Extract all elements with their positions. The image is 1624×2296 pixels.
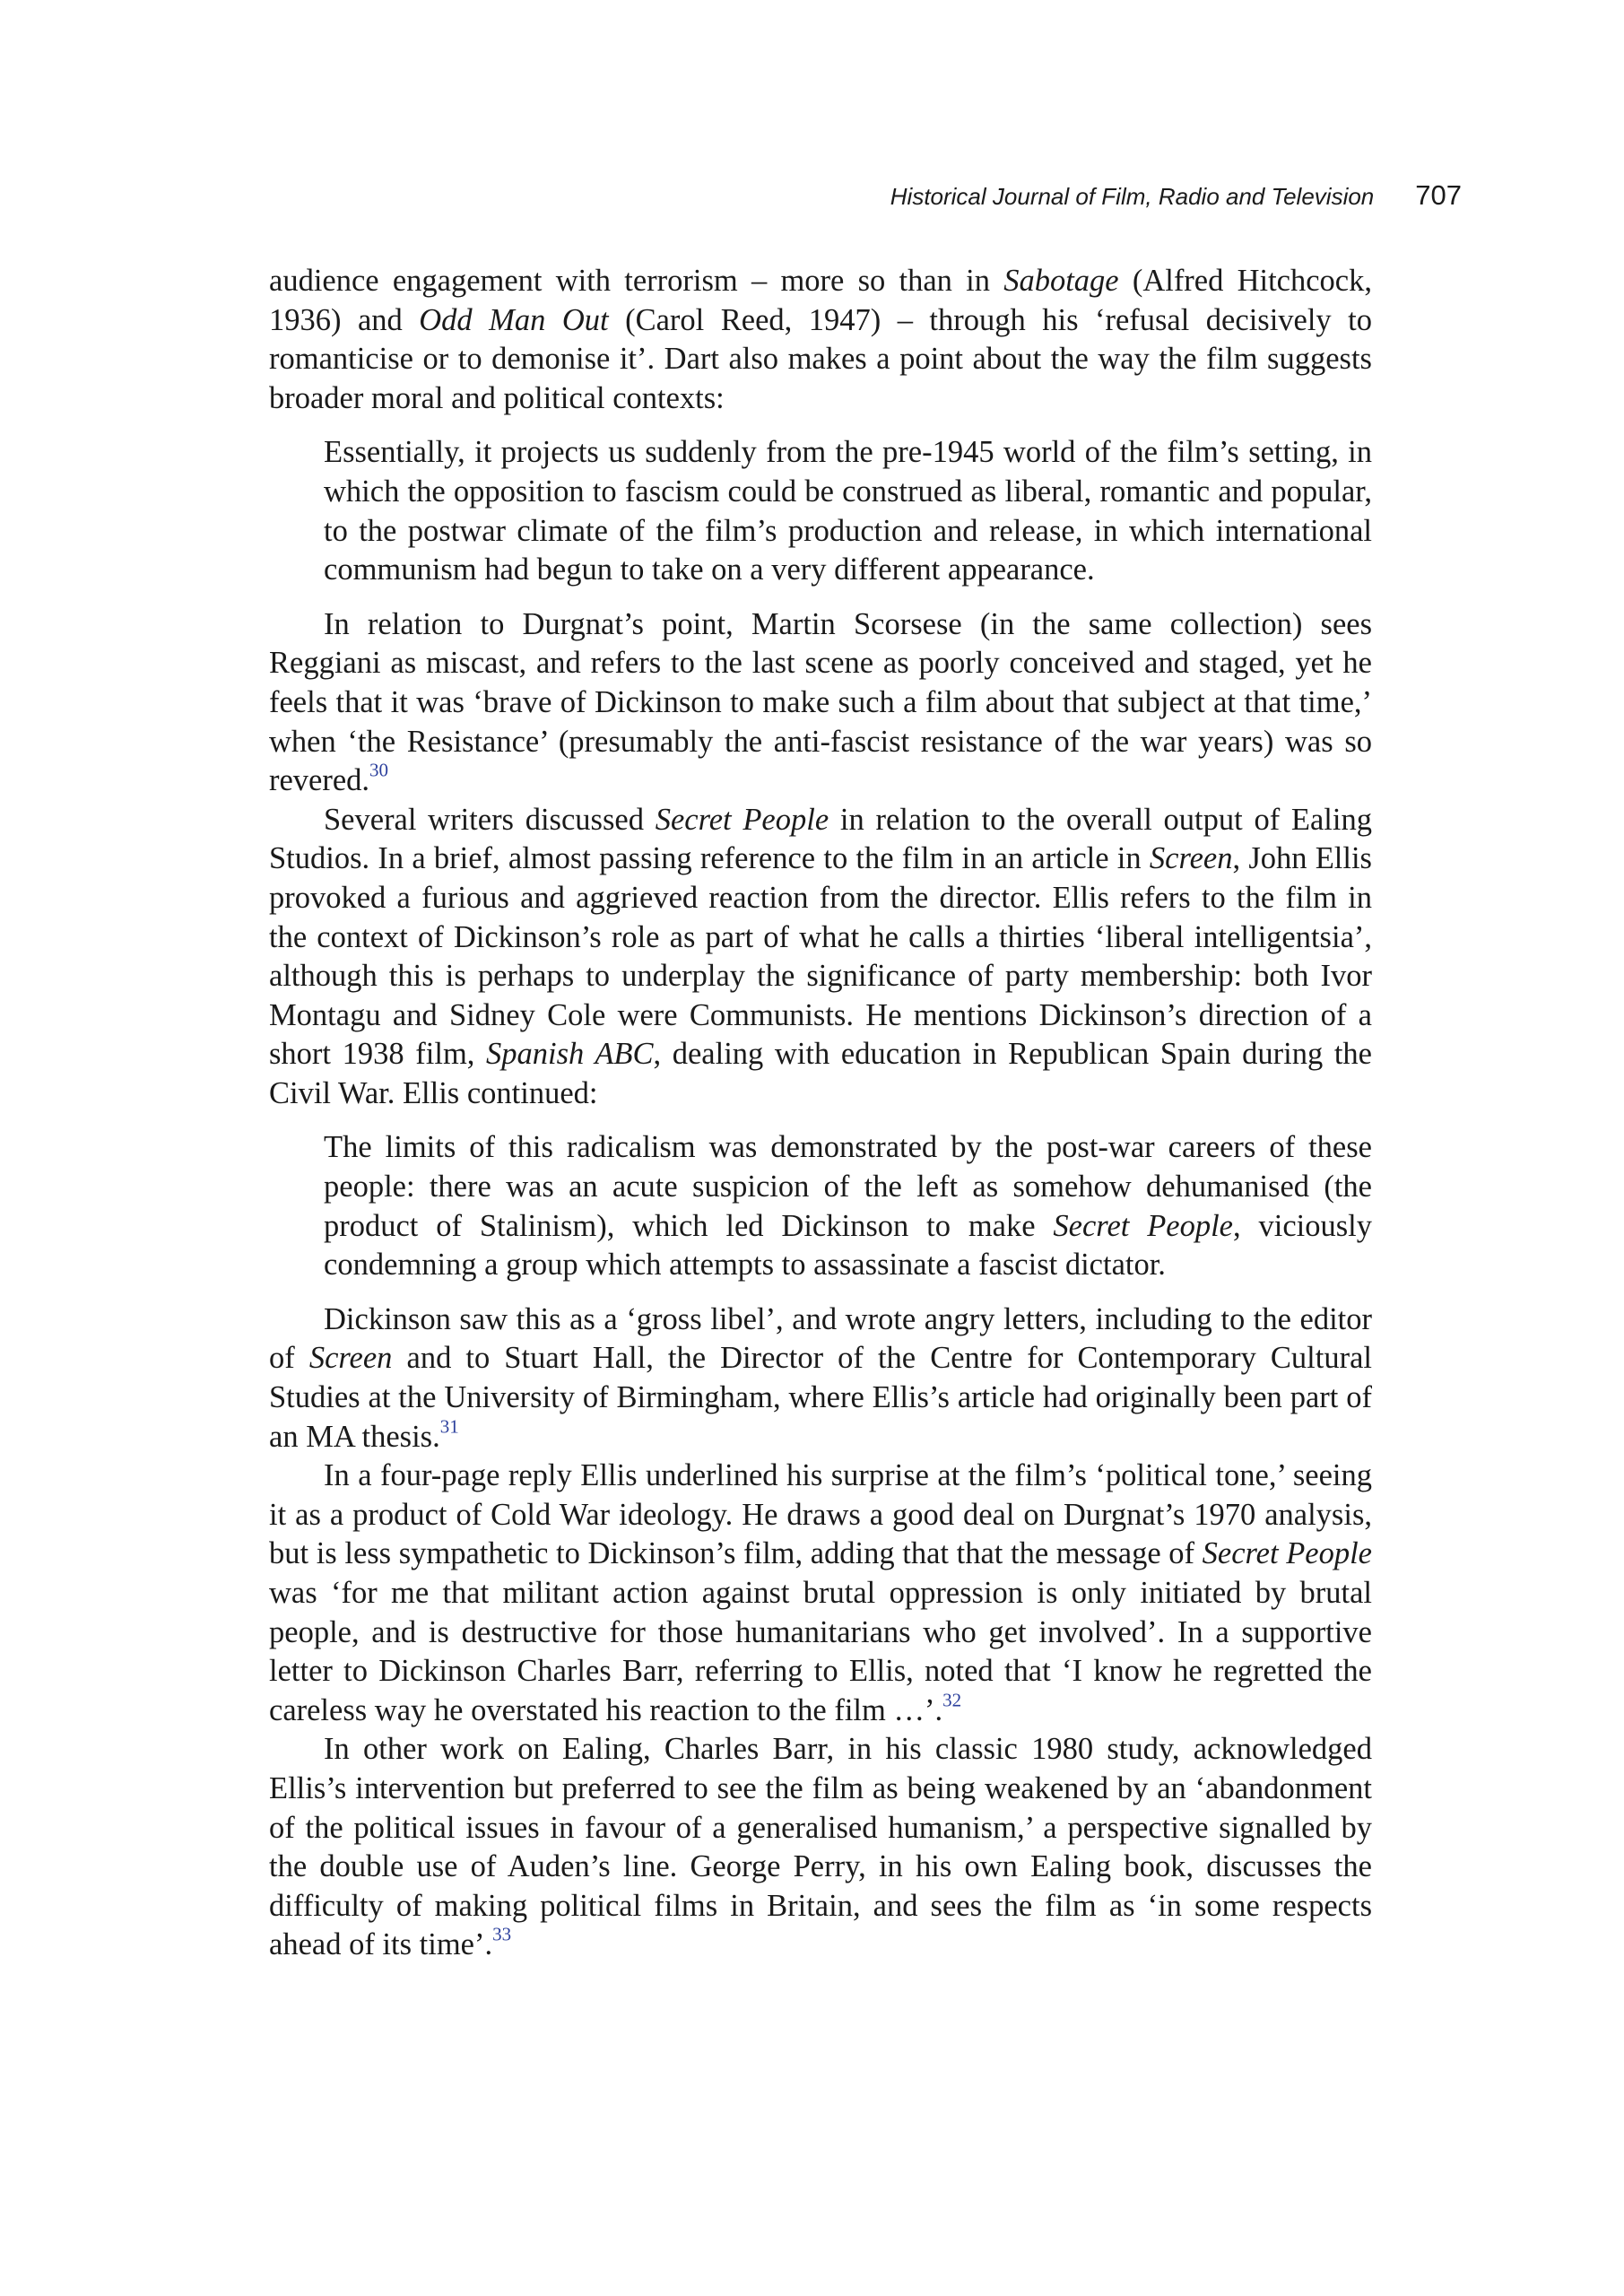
block-quote: Essentially, it projects us suddenly from the pre-1945 world of the film’s setting, in which the opposition to fascism could be construed as liberal, romantic and popular, to the postwar climate of the film’s production and release, in which international communism had begun to take on a very different appearance. bbox=[324, 435, 1372, 587]
paragraph: Several writers discussed Secret People in relation to the overall output of Ealing Studios. In a brief, almost passing reference to the film in an article in Screen, John Ellis provoked a furious and aggrieved reaction from the director. Ellis refers to the film in the context of Dickinson’s role as part of what he calls a thirties ‘liberal intelligentsia’, although this is perhaps to underplay the significance of party membership: both Ivor Montagu and Sidney Cole were Communists. He mentions Dickinson’s direction of a short 1938 film, Spanish ABC, dealing with education in Republican Spain during the Civil War. Ellis continued: bbox=[269, 802, 1372, 1110]
journal-name: Screen bbox=[1149, 841, 1233, 876]
film-title: Odd Man Out bbox=[419, 302, 609, 337]
film-title: Secret People bbox=[1053, 1208, 1233, 1243]
footnote-ref-31[interactable]: 31 bbox=[439, 1414, 459, 1437]
journal-name: Screen bbox=[308, 1341, 393, 1376]
footnote-ref-32[interactable]: 32 bbox=[942, 1689, 962, 1711]
paragraph: Dickinson saw this as a ‘gross libel’, and wrote angry letters, including to the editor of Screen and to Stuart Hall, the Director of the Centre for Contemporary Cultural Studies at the University of Birmingham, where Ellis’s article had originally been part of an MA thesis.$^{31}$ bbox=[269, 1301, 1372, 1454]
footnote-ref-33[interactable]: 33 bbox=[492, 1923, 512, 1945]
paragraph: In other work on Ealing, Charles Barr, in his classic 1980 study, acknowledged Ellis’s intervention but preferred to see the film as being weakened by an ‘abandonment of the political issues in favour of a generalised humanism,’ a perspective signalled by the double use of Auden’s line. George Perry, in his own Ealing book, discusses the difficulty of making political films in Britain, and sees the film as ‘in some respects ahead of its time’.$^{33}$ bbox=[269, 1732, 1372, 1962]
footnote-ref-30[interactable]: 30 bbox=[369, 759, 389, 781]
film-title: Secret People bbox=[1202, 1536, 1372, 1571]
paragraph: audience engagement with terrorism – more so than in Sabotage (Alfred Hitchcock, 1936) and Odd Man Out (Carol Reed, 1947) – through his ‘refusal decisively to romanticise or to demonise it’. Dart also makes a point about the way the film suggests broader moral and political contexts: bbox=[269, 264, 1372, 415]
film-title: Spanish ABC bbox=[486, 1037, 654, 1072]
block-quote: The limits of this radicalism was demonstrated by the post-war careers of these people: there was an acute suspicion of the left as somehow dehumanised (the product of Stalinism), which led Dickinson to make Secret People, viciously condemning a group which attempts to assassinate a fascist dictator. bbox=[324, 1130, 1372, 1283]
article-body bbox=[269, 262, 1372, 1965]
journal-title: Historical Journal of Film, Radio and Television bbox=[890, 183, 1375, 210]
paragraph: In a four-page reply Ellis underlined his surprise at the film’s ‘political tone,’ seeing it as a product of Cold War ideology. He draws a good deal on Durgnat’s 1970 analysis, but is less sympathetic to Dickinson’s film, adding that that the message of Secret People was ‘for me that militant action against brutal oppression is only initiated by brutal people, and is destructive for those humanitarians who get involved’. In a supportive letter to Dickinson Charles Barr, referring to Ellis, noted that ‘I know he regretted the careless way he overstated his reaction to the film …’.$^{32}$ bbox=[269, 1458, 1372, 1727]
page-number: 707 bbox=[1415, 179, 1462, 211]
film-title: Sabotage bbox=[1003, 264, 1119, 298]
running-header bbox=[269, 179, 1462, 233]
film-title: Secret People bbox=[655, 802, 829, 837]
paragraph: In relation to Durgnat’s point, Martin Scorsese (in the same collection) sees Reggiani as miscast, and refers to the last scene as poorly conceived and staged, yet he feels that it was ‘brave of Dickinson to make such a film about that subject at that time,’ when ‘the Resistance’ (presumably the anti-fascist resistance of the war years) was so revered.$^{30}$ bbox=[269, 606, 1372, 798]
